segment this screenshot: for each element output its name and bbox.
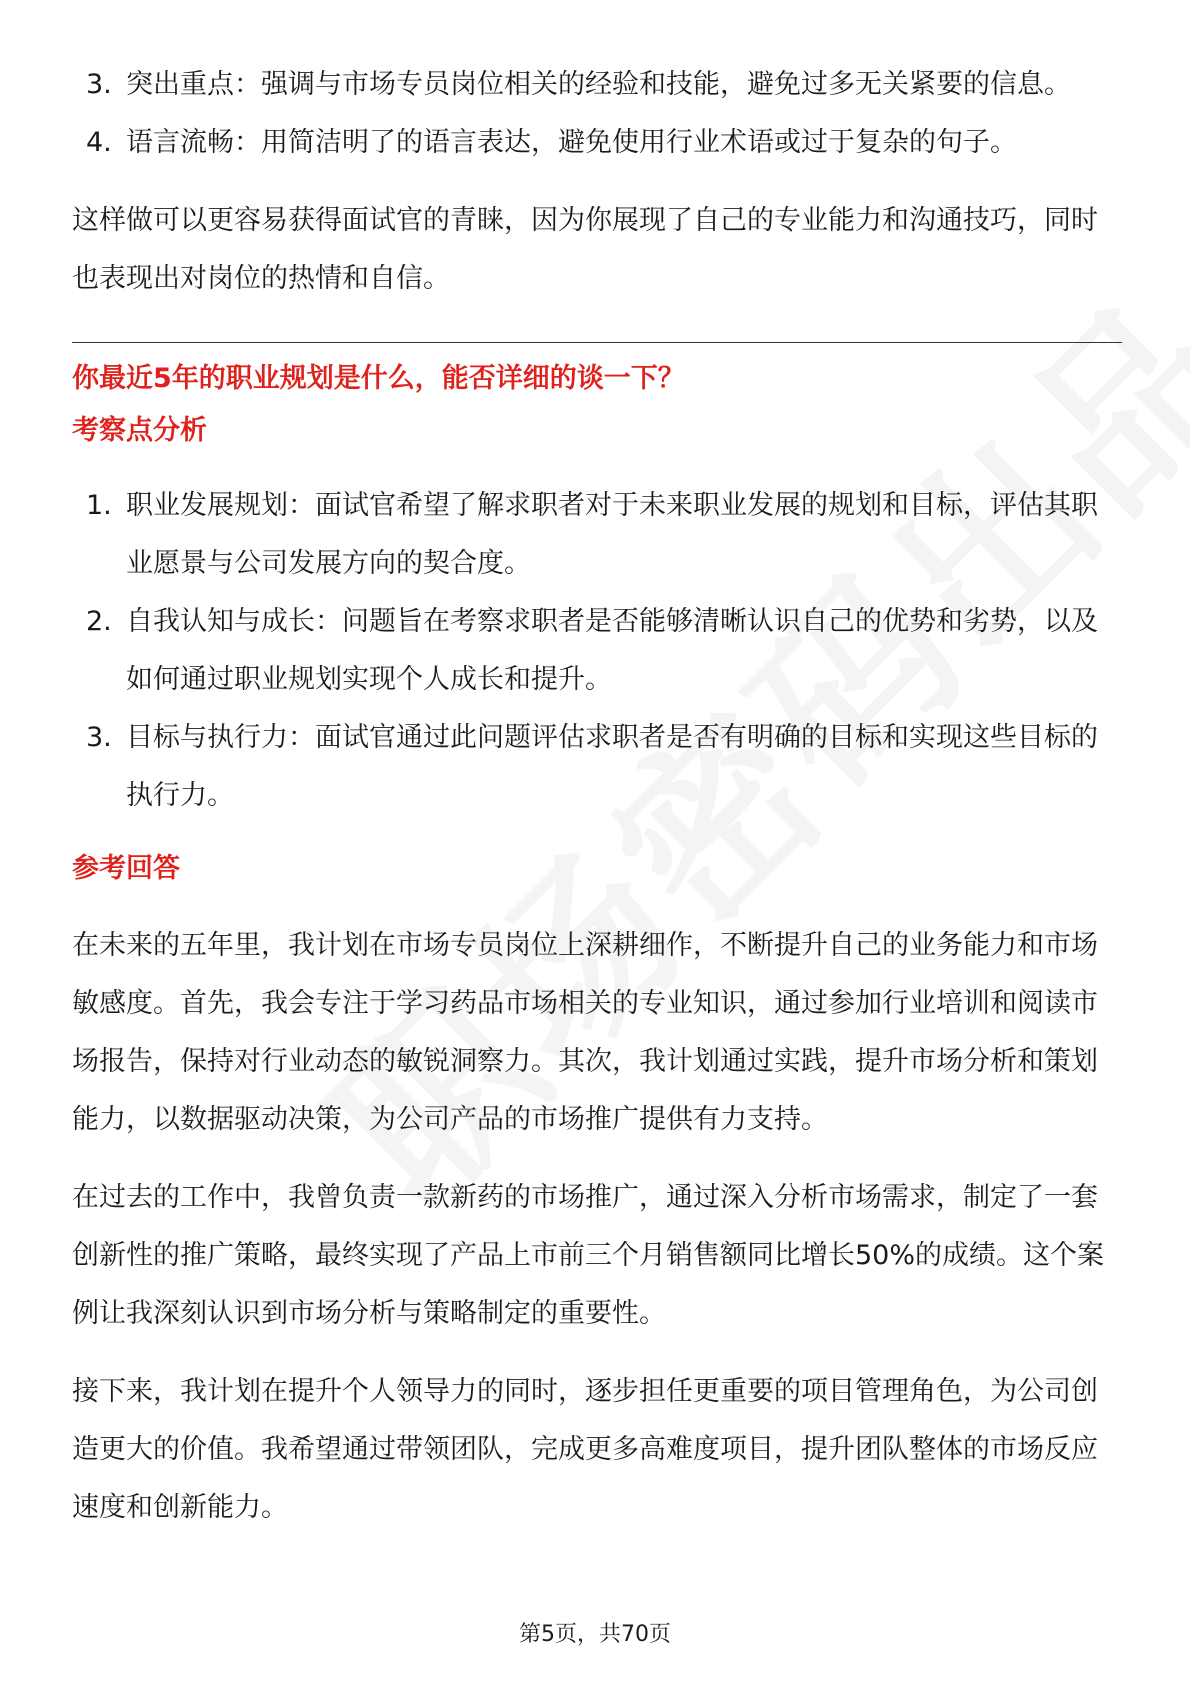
analysis-numbered-list bbox=[72, 477, 1122, 825]
list-item bbox=[72, 114, 1122, 172]
list-item-text: 语言流畅：用简洁明了的语言表达，避免使用行业术语或过于复杂的句子。 bbox=[126, 127, 1017, 158]
summary-paragraph: 这样做可以更容易获得面试官的青睐，因为你展现了自己的专业能力和沟通技巧，同时也表现出对岗位的热情和自信。 bbox=[72, 205, 1098, 294]
list-item-text: 目标与执行力：面试官通过此问题评估求职者是否有明确的目标和实现这些目标的执行力。 bbox=[126, 722, 1098, 811]
list-item-number: 4. bbox=[86, 127, 112, 158]
answer-paragraph: 接下来，我计划在提升个人领导力的同时，逐步担任更重要的项目管理角色，为公司创造更大的价值。我希望通过带领团队，完成更多高难度项目，提升团队整体的市场反应速度和创新能力。 bbox=[72, 1376, 1098, 1523]
list-item-number: 1. bbox=[86, 490, 112, 521]
list-item-text: 自我认知与成长：问题旨在考察求职者是否能够清晰认识自己的优势和劣势，以及如何通过职业规划实现个人成长和提升。 bbox=[126, 606, 1098, 695]
page-content bbox=[72, 56, 1122, 1537]
list-item-text: 突出重点：强调与市场专员岗位相关的经验和技能，避免过多无关紧要的信息。 bbox=[126, 69, 1071, 100]
list-item-number: 3. bbox=[86, 69, 112, 100]
page-footer: 第5页，共70页 bbox=[519, 1622, 671, 1647]
list-item bbox=[72, 477, 1122, 593]
question-heading: 你最近5年的职业规划是什么，能否详细的谈一下？ bbox=[72, 363, 685, 394]
list-item-number: 2. bbox=[86, 606, 112, 637]
top-numbered-list bbox=[72, 56, 1122, 172]
list-item bbox=[72, 593, 1122, 709]
answer-heading: 参考回答 bbox=[72, 853, 180, 884]
list-item bbox=[72, 56, 1122, 114]
list-item-number: 3. bbox=[86, 722, 112, 753]
analysis-heading: 考察点分析 bbox=[72, 415, 207, 446]
answer-paragraph: 在过去的工作中，我曾负责一款新药的市场推广，通过深入分析市场需求，制定了一套创新性的推广策略，最终实现了产品上市前三个月销售额同比增长50%的成绩。这个案例让我深刻认识到市场分析与策略制定的重要性。 bbox=[72, 1182, 1105, 1329]
answer-paragraph: 在未来的五年里，我计划在市场专员岗位上深耕细作，不断提升自己的业务能力和市场敏感度。首先，我会专注于学习药品市场相关的专业知识，通过参加行业培训和阅读市场报告，保持对行业动态的敏锐洞察力。其次，我计划通过实践，提升市场分析和策划能力，以数据驱动决策，为公司产品的市场推广提供有力支持。 bbox=[72, 930, 1098, 1135]
list-item-text: 职业发展规划：面试官希望了解求职者对于未来职业发展的规划和目标，评估其职业愿景与公司发展方向的契合度。 bbox=[126, 490, 1098, 579]
list-item bbox=[72, 709, 1122, 825]
